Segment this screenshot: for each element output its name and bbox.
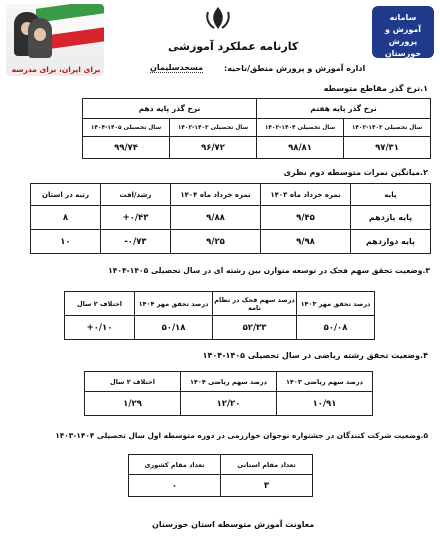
table-cell: ۳ — [221, 475, 313, 497]
table-cell: ۹/۸۸ — [171, 206, 261, 230]
col-header: سال تحصیلی ۱۴۰۳-۱۴۰۲ — [170, 119, 257, 137]
col-header: درصد سهم ریاضی ۱۴۰۴ — [181, 372, 277, 392]
section-5-title: ۵.وضعیت شرکت کنندگان در جشنواره نوجوان خوارزمی در دوره متوسطه اول سال تحصیلی ۱۴۰۴-۱۴۰۳ — [55, 431, 428, 440]
section-1-title: ۱.نرخ گذر مقاطع متوسطه — [323, 84, 428, 93]
table-cell: ۹/۴۵ — [261, 206, 351, 230]
col-header: نمره خرداد ماه ۱۴۰۳ — [261, 184, 351, 206]
table-cell: ۱۰ — [31, 230, 101, 254]
iran-emblem-icon — [198, 4, 238, 32]
leaders-banner — [6, 4, 104, 76]
table-cell: پایه دوازدهم — [351, 230, 431, 254]
table-cell: ۱۰/۹۱ — [277, 392, 373, 416]
fhk-share-table — [64, 291, 375, 340]
section-3-title: ۳.وضعیت تحقق سهم فحک در توسعه متوازن بین رشته ای در سال تحصیلی ۱۴۰۵-۱۴۰۴ — [108, 266, 430, 275]
table-cell: ۹۸/۸۱ — [257, 137, 344, 159]
col-header: تعداد مقام کشوری — [129, 455, 221, 475]
table-cell: پایه یازدهم — [351, 206, 431, 230]
pass-rate-table — [82, 98, 431, 159]
group-grade-7: نرخ گذر پایه هفتم — [257, 99, 431, 119]
col-header: درصد تحقق مهر ۱۴۰۳ — [297, 292, 375, 316]
section-2-title: ۲.میانگین نمرات متوسطه دوم نظری — [283, 168, 428, 177]
table-cell: ۵۲/۳۳ — [213, 316, 297, 340]
group-grade-10: نرخ گذر پایه دهم — [83, 99, 257, 119]
table-cell: ۰/۷۳- — [101, 230, 171, 254]
region-logo-text: سامانه آموزش و پرورش خوزستان — [384, 13, 422, 58]
table-cell: ۰/۱۰+ — [65, 316, 135, 340]
math-share-table — [84, 371, 373, 416]
col-header: رتبه در استان — [31, 184, 101, 206]
col-header: سال تحصیلی ۱۴۰۳-۱۴۰۲ — [344, 119, 431, 137]
col-header: نمره خرداد ماه ۱۴۰۴ — [171, 184, 261, 206]
section-4-title: ۴.وضعیت تحقق رشته ریاضی در سال تحصیلی ۱۴۰۵-۱۴۰۴ — [202, 351, 428, 360]
col-header: رشد/افت — [101, 184, 171, 206]
table-row — [31, 230, 431, 254]
table-cell: ۸ — [31, 206, 101, 230]
portrait-right — [28, 18, 52, 58]
col-header: تعداد مقام استانی — [221, 455, 313, 475]
table-cell: ۹/۹۸ — [261, 230, 351, 254]
table-cell: ۹/۲۵ — [171, 230, 261, 254]
table-cell: ۱/۲۹ — [85, 392, 181, 416]
district-name: مسجدسلیمان — [150, 63, 204, 72]
col-header: درصد سهم ریاضی ۱۴۰۳ — [277, 372, 373, 392]
table-cell: ۱۲/۲۰ — [181, 392, 277, 416]
col-header — [213, 292, 297, 316]
scores-table — [30, 183, 431, 254]
col-header: پایه — [351, 184, 431, 206]
footer-text: معاونت آموزش متوسطه استان خوزستان — [152, 520, 315, 529]
table-cell: ۹۹/۷۴ — [83, 137, 170, 159]
col-header-text: درصد سهم فحک در نظام نامه — [214, 295, 295, 312]
table-cell: ۰/۴۳+ — [101, 206, 171, 230]
table-cell: ۵۰/۱۸ — [135, 316, 213, 340]
table-cell: ۰ — [129, 475, 221, 497]
table-cell: ۹۷/۳۱ — [344, 137, 431, 159]
page-title: کارنامه عملکرد آموزشی — [168, 40, 299, 53]
table-row — [31, 206, 431, 230]
col-header: سال تحصیلی ۱۴۰۴-۱۴۰۳ — [257, 119, 344, 137]
page-subtitle: اداره آموزش و پرورش منطق/ناحیه: — [224, 64, 366, 73]
col-header: اختلاف ۲ سال — [65, 292, 135, 316]
slogan: برای ایران، برای مدرسه — [11, 65, 101, 74]
table-cell: ۵۰/۰۸ — [297, 316, 375, 340]
kharazmi-table — [128, 454, 313, 497]
table-cell: ۹۶/۷۲ — [170, 137, 257, 159]
region-logo — [372, 6, 434, 58]
col-header: اختلاف ۲ سال — [85, 372, 181, 392]
col-header: سال تحصیلی ۱۴۰۵-۱۴۰۴ — [83, 119, 170, 137]
col-header: درصد تحقق مهر ۱۴۰۴ — [135, 292, 213, 316]
